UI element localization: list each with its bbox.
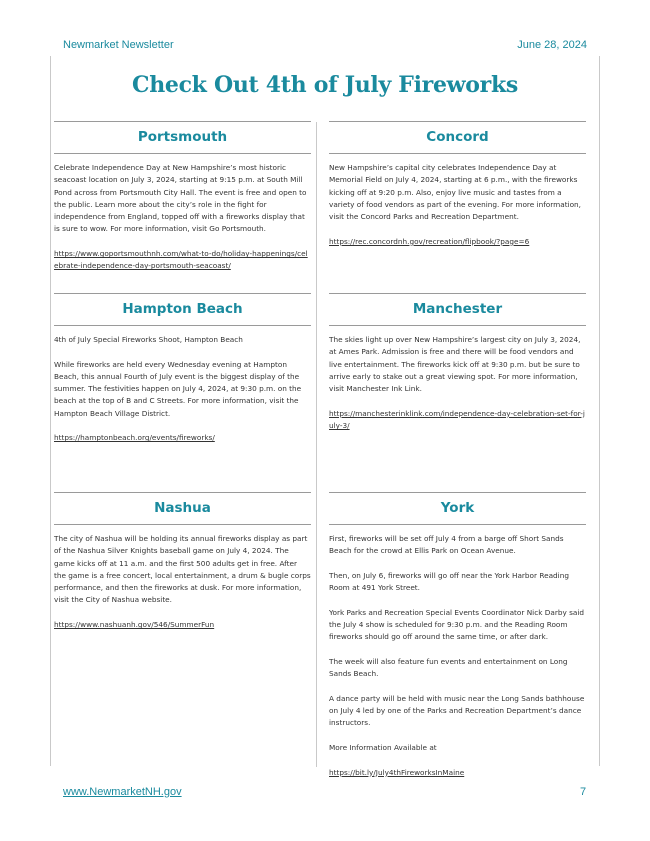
paragraph: A dance party will be held with music near the Long Sands bathhouse on July 4 led by one of the Parks and Recreation Department’s dance instructors. bbox=[329, 693, 585, 728]
section-body bbox=[329, 525, 586, 779]
paragraph: The skies light up over New Hampshire’s largest city on July 3, 2024, at Ames Park. Admission is free and there will be food vendors and live entertainment. The fireworks kick off at 9:30 p.m. but be sure to arrive early to stake out a great viewing spot. For more information, visit Manchester Ink Link. bbox=[329, 335, 581, 394]
page-title: Check Out 4th of July Fireworks bbox=[131, 72, 518, 98]
paragraph: More Information Available at bbox=[329, 743, 437, 753]
section-heading: Manchester bbox=[412, 301, 503, 317]
nashua-link[interactable]: https://www.nashuanh.gov/546/SummerFun bbox=[54, 620, 215, 630]
section-heading: Concord bbox=[426, 129, 489, 145]
issue-date: June 28, 2024 bbox=[517, 39, 587, 51]
section-heading: Portsmouth bbox=[137, 129, 228, 145]
paragraph: The city of Nashua will be holding its annual fireworks display as part of the Nashua Silver Knights baseball game on July 4, 2024. The game kicks off at 11 a.m. and the first 500 adults get in free. After the game is a free concert, local entertainment, a drum & bugle corps performance, and then the fireworks at dusk. For more information, visit the City of Nashua website. bbox=[54, 534, 311, 605]
section-york bbox=[329, 492, 586, 791]
section-concord bbox=[329, 121, 586, 260]
section-body bbox=[54, 326, 311, 445]
page-border-left bbox=[50, 56, 51, 766]
paragraph: The week will also feature fun events and entertainment on Long Sands Beach. bbox=[329, 656, 568, 679]
paragraph: Then, on July 6, fireworks will go off near the York Harbor Reading Room at 491 York Street. bbox=[329, 570, 569, 593]
section-heading: York bbox=[440, 500, 475, 516]
column-divider bbox=[316, 122, 317, 767]
section-heading: Nashua bbox=[154, 500, 211, 516]
paragraph: Celebrate Independence Day at New Hampshire’s most historic seacoast location on July 3, 2024, starting at 9:15 p.m. at South Mill Pond across from Portsmouth City Hall. The event is free and open to the public. Learn more about the city’s role in the fight for independence from England, topped off with a fireworks display that is sure to wow. For more information, visit Go Portsmouth. bbox=[54, 163, 307, 234]
section-hampton-beach bbox=[54, 293, 311, 457]
manchester-link[interactable]: https://manchesterinklink.com/independence-day-celebration-set-for-july-3/ bbox=[329, 408, 585, 431]
section-body bbox=[54, 154, 311, 273]
paragraph: New Hampshire’s capital city celebrates Independence Day at Memorial Field on July 4, 2024, starting at 6 p.m., with the fireworks kicking off at 9:20 p.m. Also, enjoy live music and tastes from a variety of food vendors as part of the evening. For more information, visit the Concord Parks and Recreation Department. bbox=[329, 163, 581, 222]
section-body bbox=[329, 326, 586, 432]
section-portsmouth bbox=[54, 121, 311, 285]
paragraph: York Parks and Recreation Special Events Coordinator Nick Darby said the July 4 show is scheduled for 9:30 p.m. and the Reading Room fireworks should go off around the same time, or after dark. bbox=[329, 607, 585, 642]
paragraph: While fireworks are held every Wednesday evening at Hampton Beach, this annual Fourth of July event is the biggest display of the summer. The festivities happen on July 4, 2024, at 9:30 p.m. on the beach at the top of B and C Streets. For more information, visit the Hampton Beach Village District. bbox=[54, 359, 302, 418]
section-body bbox=[54, 525, 311, 631]
section-body bbox=[329, 154, 586, 248]
portsmouth-link[interactable]: https://www.goportsmouthnh.com/what-to-do/holiday-happenings/celebrate-independence-day-portsmouth-seacoast/ bbox=[54, 249, 308, 271]
newsletter-name: Newmarket Newsletter bbox=[63, 39, 174, 51]
hampton-beach-link[interactable]: https://hamptonbeach.org/events/fireworks/ bbox=[54, 433, 215, 443]
page-number: 7 bbox=[580, 786, 587, 798]
concord-link[interactable]: https://rec.concordnh.gov/recreation/flipbook/?page=6 bbox=[329, 236, 530, 246]
section-heading: Hampton Beach bbox=[122, 301, 243, 317]
paragraph: 4th of July Special Fireworks Shoot, Hampton Beach bbox=[54, 335, 243, 344]
york-link[interactable]: https://bit.ly/July4thFireworksInMaine bbox=[329, 767, 465, 777]
section-nashua bbox=[54, 492, 311, 644]
footer-website-link[interactable]: www.NewmarketNH.gov bbox=[63, 786, 182, 798]
paragraph: First, fireworks will be set off July 4 from a barge off Short Sands Beach for the crowd at Ellis Park on Ocean Avenue. bbox=[329, 534, 564, 556]
section-manchester bbox=[329, 293, 586, 445]
page-border-right bbox=[599, 56, 600, 766]
